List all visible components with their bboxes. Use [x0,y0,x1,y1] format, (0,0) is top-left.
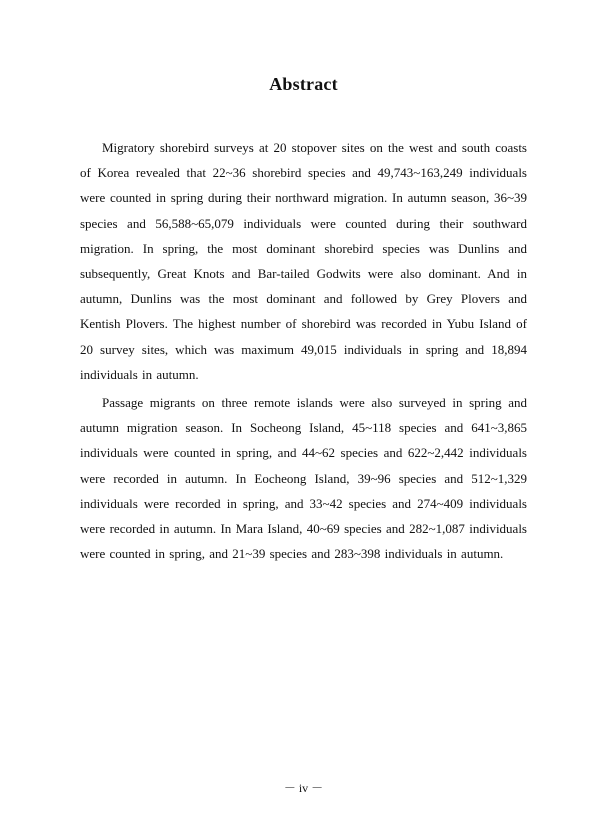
page-number: － iv － [283,781,324,795]
abstract-title: Abstract [269,74,338,94]
abstract-body [80,135,527,566]
paragraph-shorebird-surveys: Migratory shorebird surveys at 20 stopover sites on the west and south coasts of Korea revealed that 22~36 shorebird species and 49,743~163,249 individuals were counted in spring during their northward migration. In autumn season, 36~39 species and 56,588~65,079 individuals were counted during their southward migration. In spring, the most dominant shorebird species was Dunlins and subsequently, Great Knots and Bar-tailed Godwits were also dominant. And in autumn, Dunlins was the most dominant and followed by Grey Plovers and Kentish Plovers. The highest number of shorebird was recorded in Yubu Island of 20 survey sites, which was maximum 49,015 individuals in spring and 18,894 individuals in autumn. [80,140,527,382]
paragraph-passage-migrants: Passage migrants on three remote islands were also surveyed in spring and autumn migration season. In Socheong Island, 45~118 species and 641~3,865 individuals were counted in spring, and 44~62 species and 622~2,442 individuals were recorded in autumn. In Eocheong Island, 39~96 species and 512~1,329 individuals were recorded in spring, and 33~42 species and 274~409 individuals were recorded in autumn. In Mara Island, 40~69 species and 282~1,087 individuals were counted in spring, and 21~39 species and 283~398 individuals in autumn. [80,395,527,562]
